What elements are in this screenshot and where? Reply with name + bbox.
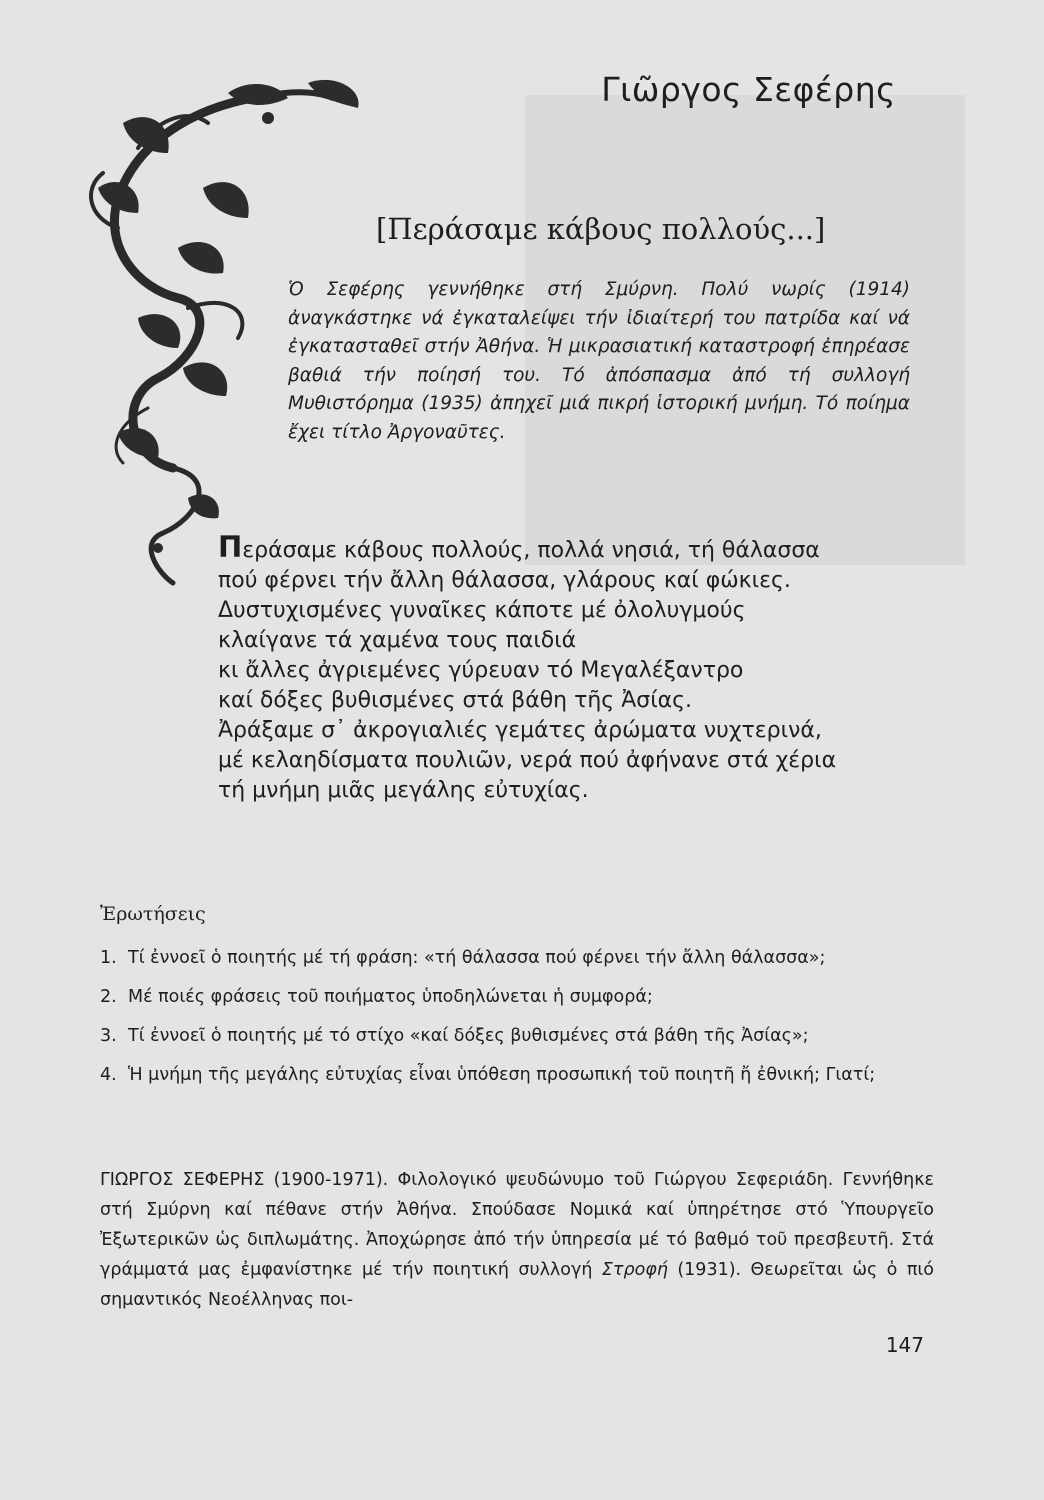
question-text: Ἡ μνήμη τῆς μεγάλης εὐτυχίας εἶναι ὑπόθεση προσωπική τοῦ ποιητῆ ἤ ἐθνική; Γιατί;	[128, 1065, 876, 1085]
author-header: Γιῶργος Σεφέρης	[601, 70, 896, 109]
poem-line: Δυστυχισμένες γυναῖκες κάποτε μέ ὀλολυγμούς	[218, 598, 746, 623]
question-item	[100, 1062, 932, 1089]
poem-line-1: Περάσαμε κάβους πολλούς, πολλά νησιά, τή θάλασσα	[218, 530, 820, 564]
question-text: Τί ἐννοεῖ ὁ ποιητής μέ τή φράση: «τή θάλασσα πού φέρνει τήν ἄλλη θάλασσα»;	[128, 948, 826, 968]
poem-line: τή μνήμη μιᾶς μεγάλης εὐτυχίας.	[218, 778, 589, 803]
poem-line: πού φέρνει τήν ἄλλη θάλασσα, γλάρους καί φώκιες.	[218, 568, 791, 593]
question-text: Τί ἐννοεῖ ὁ ποιητής μέ τό στίχο «καί δόξες βυθισμένες στά βάθη τῆς Ἀσίας»;	[128, 1026, 809, 1046]
poem-line: κι ἄλλες ἀγριεμένες γύρευαν τό Μεγαλέξαντρο	[218, 658, 744, 683]
question-text: Μέ ποιές φράσεις τοῦ ποιήματος ὑποδηλώνεται ἡ συμφορά;	[128, 987, 653, 1007]
poem-title: [Περάσαμε κάβους πολλούς...]	[376, 212, 826, 246]
question-item	[100, 984, 932, 1011]
question-number: 4.	[100, 1065, 117, 1085]
poem-line: Ἀράξαμε σ᾽ ἀκρογιαλιές γεμάτες ἀρώματα νυχτερινά,	[218, 718, 822, 743]
poem-line: κλαίγανε τά χαμένα τους παιδιά	[218, 628, 577, 653]
question-number: 3.	[100, 1026, 117, 1046]
drop-cap: Π	[218, 530, 243, 564]
question-number: 2.	[100, 987, 117, 1007]
question-item	[100, 1023, 932, 1050]
poem-line: μέ κελαηδίσματα πουλιῶν, νερά πού ἀφήνανε στά χέρια	[218, 748, 837, 773]
question-item	[100, 945, 932, 972]
poem-line: καί δόξες βυθισμένες στά βάθη τῆς Ἀσίας.	[218, 688, 693, 713]
intro-paragraph: Ὁ Σεφέρης γεννήθηκε στή Σμύρνη. Πολύ νωρίς (1914) ἀναγκάστηκε νά ἐγκαταλείψει τήν ἰδιαίτερή του πατρίδα καί νά ἐγκατασταθεῖ στήν Ἀθήνα. Ἡ μικρασιατική καταστροφή ἐπηρέασε βαθιά τήν ποίησή του. Τό ἀπόσπασμα ἀπό τή συλλογή Μυθιστόρημα (1935) ἀπηχεῖ μιά πικρή ἱστορική μνήμη. Τό ποίημα ἔχει τίτλο Ἀργοναῦτες.	[288, 279, 910, 443]
questions-list	[100, 945, 932, 1101]
question-number: 1.	[100, 948, 117, 968]
questions-heading: Ἐρωτήσεις	[100, 903, 206, 925]
page-number: 147	[885, 1333, 924, 1357]
collection-title: Στροφή	[601, 1260, 668, 1280]
biography-paragraph: ΓΙΩΡΓΟΣ ΣΕΦΕΡΗΣ (1900-1971). Φιλολογικό ψευδώνυμο τοῦ Γιώργου Σεφεριάδη. Γεννήθηκε στή Σμύρνη καί πέθανε στήν Ἀθήνα. Σπούδασε Νομικά καί ὑπηρέτησε στό Ὑπουργεῖο Ἐξωτερικῶν ὡς διπλωμάτης. Ἀποχώρησε ἀπό τήν ὑπηρεσία μέ τό βαθμό τοῦ πρεσβευτῆ. Στά γράμματά μας ἐμφανίστηκε μέ τήν ποιητική συλλογή Στροφή (1931). Θεωρεῖται ὡς ὁ πιό σημαντικός Νεοέλληνας ποι-	[100, 1170, 934, 1310]
poem-body	[218, 532, 836, 806]
